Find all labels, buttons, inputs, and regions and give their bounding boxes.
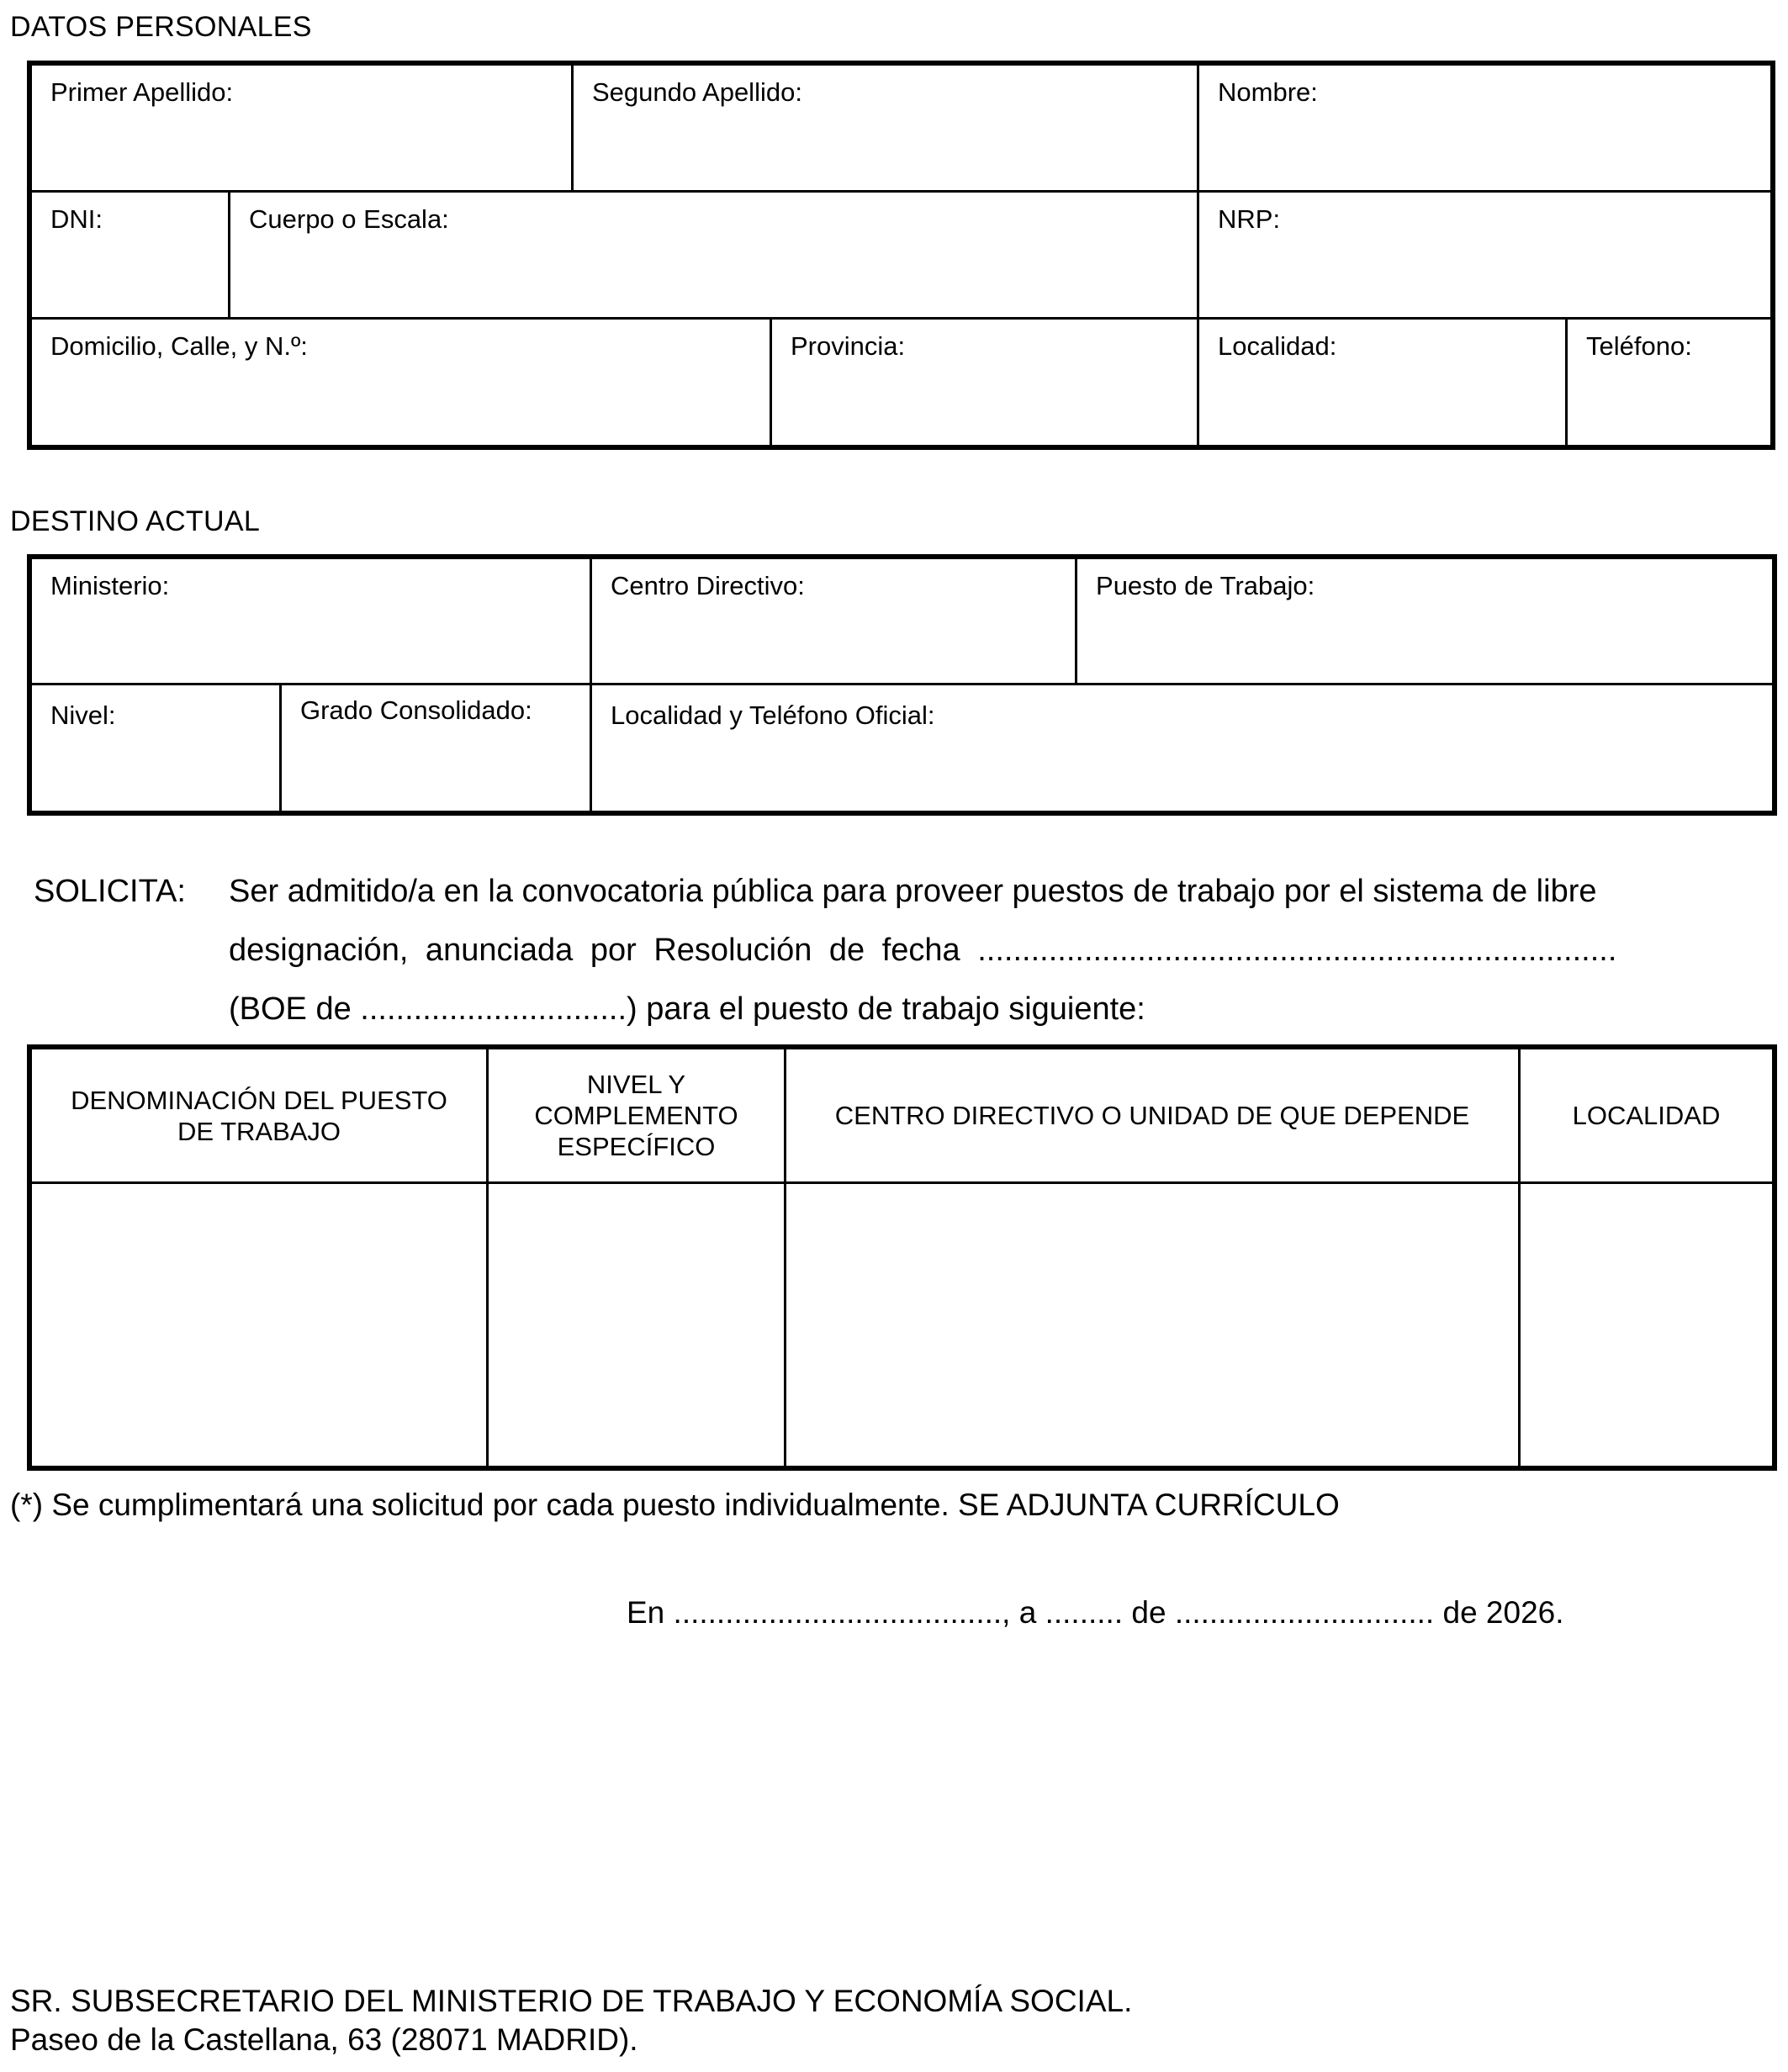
localidad-telefono-oficial-label: Localidad y Teléfono Oficial: xyxy=(611,700,935,730)
solicita-line-2: designación, anunciada por Resolución de fecha ........................................................................ xyxy=(229,933,1617,968)
datos-personales-table xyxy=(29,63,1773,447)
localidad-telefono-oficial-field[interactable] xyxy=(591,684,1774,812)
grado-consolidado-field[interactable] xyxy=(281,684,591,812)
localidad-input-cell[interactable] xyxy=(1520,1183,1774,1467)
telefono-field[interactable] xyxy=(1567,319,1772,447)
centro-directivo-field[interactable] xyxy=(591,558,1077,684)
segundo-apellido-field[interactable] xyxy=(573,65,1198,192)
primer-apellido-field[interactable] xyxy=(31,65,573,192)
puesto-trabajo-field[interactable] xyxy=(1077,558,1774,684)
header-centro-directivo: CENTRO DIRECTIVO O UNIDAD DE QUE DEPENDE xyxy=(786,1049,1520,1183)
puesto-table xyxy=(29,1047,1775,1468)
nota-text: (*) Se cumplimentará una solicitud por cada puesto individualmente. SE ADJUNTA CURRÍCULO xyxy=(10,1488,1340,1522)
cuerpo-escala-label: Cuerpo o Escala: xyxy=(249,204,449,234)
provincia-field[interactable] xyxy=(771,319,1198,447)
solicita-text xyxy=(229,862,1692,1039)
dni-label: DNI: xyxy=(50,204,103,234)
grado-consolidado-label: Grado Consolidado: xyxy=(300,695,532,725)
nrp-field[interactable] xyxy=(1198,192,1772,319)
denominacion-input-cell[interactable] xyxy=(31,1183,488,1467)
localidad-label: Localidad: xyxy=(1218,331,1337,361)
nivel-field[interactable] xyxy=(31,684,281,812)
domicilio-label: Domicilio, Calle, y N.º: xyxy=(50,331,308,361)
solicita-line-1: Ser admitido/a en la convocatoria pública para proveer puestos de trabajo por el sistema de libre xyxy=(229,874,1597,909)
nombre-field[interactable] xyxy=(1198,65,1772,192)
cuerpo-escala-field[interactable] xyxy=(230,192,1198,319)
provincia-label: Provincia: xyxy=(791,331,906,361)
telefono-label: Teléfono: xyxy=(1586,331,1692,361)
dni-field[interactable] xyxy=(31,192,230,319)
localidad-field[interactable] xyxy=(1198,319,1567,447)
segundo-apellido-label: Segundo Apellido: xyxy=(592,77,802,107)
header-localidad: LOCALIDAD xyxy=(1520,1049,1774,1183)
nivel-complemento-input-cell[interactable] xyxy=(488,1183,786,1467)
destinatario-line-2: Paseo de la Castellana, 63 (28071 MADRID). xyxy=(10,2022,638,2057)
header-denominacion: DENOMINACIÓN DEL PUESTO DE TRABAJO xyxy=(31,1049,488,1183)
solicita-line-3: (BOE de ..............................) para el puesto de trabajo siguiente: xyxy=(229,991,1145,1027)
centro-directivo-label: Centro Directivo: xyxy=(611,571,805,600)
destinatario xyxy=(10,1982,1132,2059)
ministerio-field[interactable] xyxy=(31,558,591,684)
nombre-label: Nombre: xyxy=(1218,77,1318,107)
primer-apellido-label: Primer Apellido: xyxy=(50,77,234,107)
centro-directivo-input-cell[interactable] xyxy=(786,1183,1520,1467)
solicita-label: SOLICITA: xyxy=(34,874,186,909)
header-nivel-complemento: NIVEL Y COMPLEMENTO ESPECÍFICO xyxy=(488,1049,786,1183)
ministerio-label: Ministerio: xyxy=(50,571,170,600)
nrp-label: NRP: xyxy=(1218,204,1281,234)
domicilio-field[interactable] xyxy=(31,319,771,447)
fecha-linea: En ......................................, a ......... de .............................. de 2026. xyxy=(627,1595,1564,1630)
nivel-label: Nivel: xyxy=(50,700,116,730)
destinatario-line-1: SR. SUBSECRETARIO DEL MINISTERIO DE TRABAJO Y ECONOMÍA SOCIAL. xyxy=(10,1984,1133,2018)
destino-actual-table xyxy=(29,557,1775,813)
puesto-trabajo-label: Puesto de Trabajo: xyxy=(1096,571,1315,600)
datos-personales-title: DATOS PERSONALES xyxy=(10,11,312,43)
destino-actual-title: DESTINO ACTUAL xyxy=(10,505,261,537)
